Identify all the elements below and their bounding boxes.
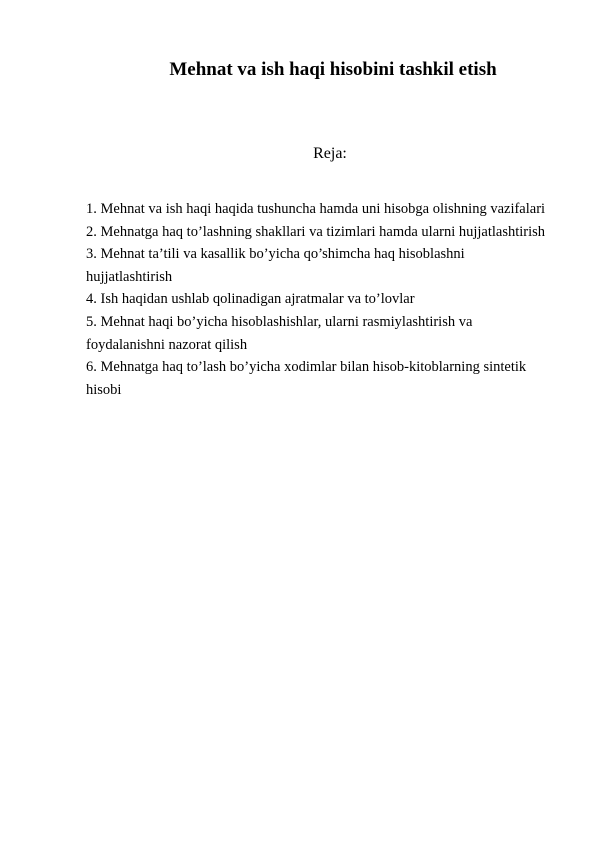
- plan-item-1: 1. Mehnat va ish haqi haqida tushuncha hamda uni hisobga olishning vazifalari: [86, 201, 546, 217]
- plan-heading: Reja:: [313, 145, 347, 162]
- plan-item-6: 6. Mehnatga haq to’lash bo’yicha xodimlar bilan hisob-kitoblarning sintetik hisobi: [86, 359, 527, 398]
- plan-item-3: 3. Mehnat ta’tili va kasallik bo’yicha qo’shimcha haq hisoblashni hujjatlashtirish: [86, 246, 465, 285]
- plan-item-4: 4. Ish haqidan ushlab qolinadigan ajratmalar va to’lovlar: [86, 291, 415, 308]
- plan-list: [86, 198, 546, 401]
- document-title: Mehnat va ish haqi hisobini tashkil etish: [169, 59, 497, 80]
- plan-item-5: 5. Mehnat haqi bo’yicha hisoblashishlar, ularni rasmiylashtirish va foydalanishni nazorat qilish: [86, 313, 473, 353]
- plan-item-2: 2. Mehnatga haq to’lashning shakllari va tizimlari hamda ularni hujjatlashtirish: [86, 223, 546, 240]
